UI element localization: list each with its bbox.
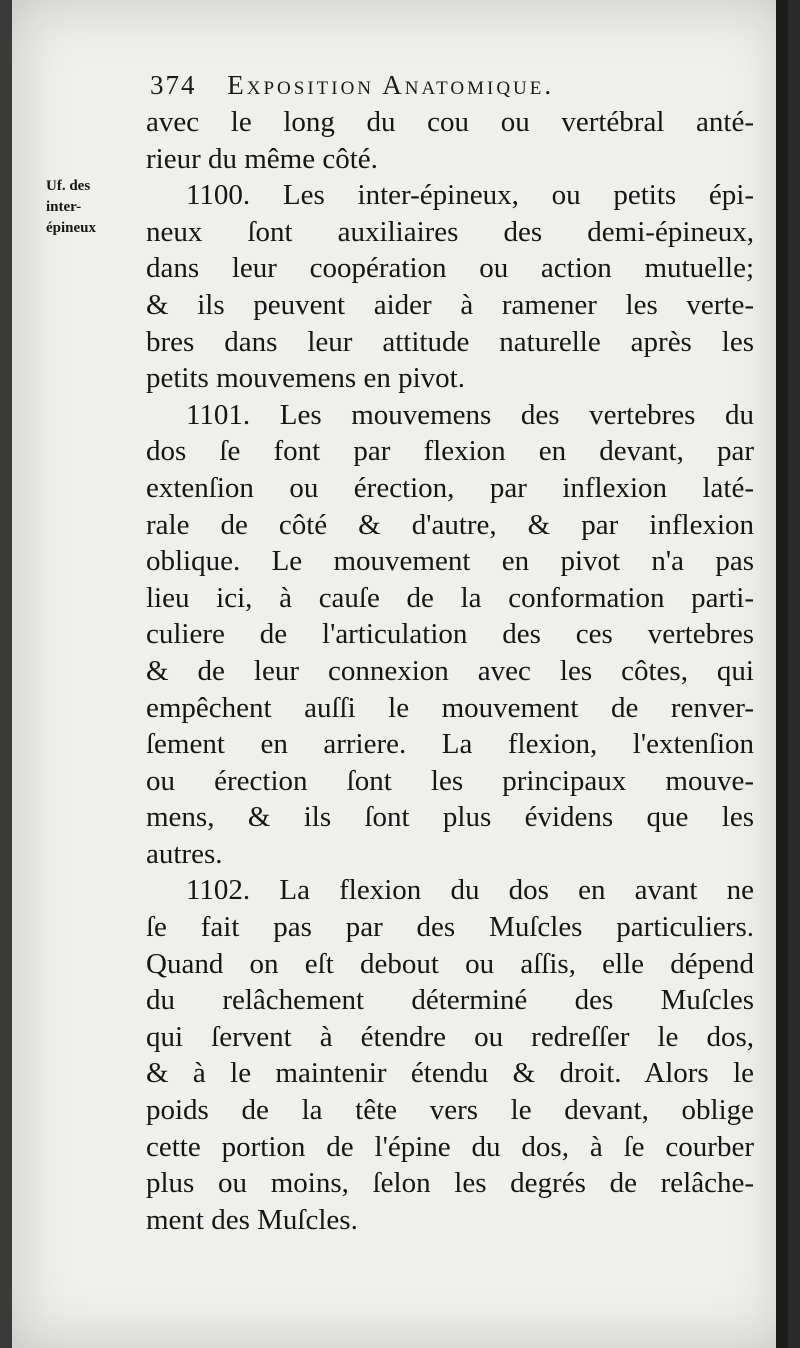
text-line: lieu ici, à cauſe de la conformation parti-	[146, 581, 754, 614]
text-line: & à le maintenir étendu & droit. Alors le	[146, 1057, 754, 1090]
running-header	[150, 70, 710, 101]
marginal-note	[46, 176, 156, 239]
marginal-note-line: Uf. des	[46, 178, 91, 194]
text-line: neux ſont auxiliaires des demi-épineux,	[146, 215, 754, 248]
text-line: ſe fait pas par des Muſcles particuliers.	[146, 911, 754, 944]
text-line: dans leur coopération ou action mutuelle;	[146, 252, 754, 285]
book-spine-shadow	[0, 0, 12, 1348]
text-line: rieur du même côté.	[146, 142, 378, 175]
text-line: mens, & ils ſont plus évidens que les	[146, 801, 754, 834]
marginal-note-line: inter-	[46, 199, 82, 215]
text-line: cette portion de l'épine du dos, à ſe courber	[146, 1130, 754, 1163]
text-line: culiere de l'articulation des ces vertebres	[146, 618, 754, 651]
marginal-note-line: épineux	[46, 220, 97, 236]
text-line: poids de la tête vers le devant, oblige	[146, 1094, 754, 1127]
text-line: petits mouvemens en pivot.	[146, 362, 465, 395]
text-line: ment des Muſcles.	[146, 1203, 358, 1236]
body-text	[146, 104, 754, 1238]
text-line: dos ſe font par flexion en devant, par	[146, 435, 754, 468]
text-line: 1100. Les inter-épineux, ou petits épi-	[186, 179, 754, 212]
running-title: Exposition Anatomique.	[227, 70, 555, 100]
text-line: rale de côté & d'autre, & par inflexion	[146, 508, 754, 541]
text-line: qui ſervent à étendre ou redreſſer le dos,	[146, 1020, 754, 1053]
text-line: 1102. La flexion du dos en avant ne	[186, 874, 754, 907]
page-number: 374	[150, 70, 197, 100]
text-line: extenſion ou érection, par inflexion laté-	[146, 471, 754, 504]
text-line: empêchent auſſi le mouvement de renver-	[146, 691, 754, 724]
text-line: ſement en arriere. La flexion, l'extenſion	[146, 728, 754, 761]
text-line: ou érection ſont les principaux mouve-	[146, 764, 754, 797]
text-line: & ils peuvent aider à ramener les verte-	[146, 288, 754, 321]
text-line: bres dans leur attitude naturelle après les	[146, 325, 754, 358]
text-line: plus ou moins, ſelon les degrés de relâche-	[146, 1167, 754, 1200]
text-line: avec le long du cou ou vertébral anté-	[146, 106, 754, 138]
text-line: 1101. Les mouvemens des vertebres du	[186, 398, 754, 431]
text-line: & de leur connexion avec les côtes, qui	[146, 654, 754, 687]
text-line: oblique. Le mouvement en pivot n'a pas	[146, 545, 754, 578]
text-line: du relâchement déterminé des Muſcles	[146, 984, 754, 1017]
page-edge-shadow	[776, 0, 788, 1348]
text-line: Quand on eſt debout ou aſſis, elle dépend	[146, 947, 754, 980]
text-line: autres.	[146, 837, 223, 870]
